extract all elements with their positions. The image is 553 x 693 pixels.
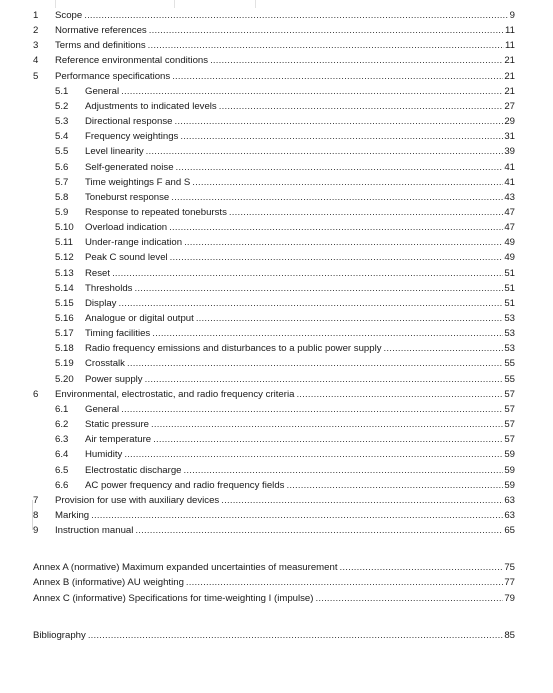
dot-leader <box>153 432 503 447</box>
dot-leader <box>339 560 503 575</box>
dot-leader <box>176 160 504 175</box>
dot-leader <box>152 326 503 341</box>
toc-entry <box>85 235 515 250</box>
entry-title: Time weightings F and S <box>85 176 191 188</box>
entry-title: Provision for use with auxiliary devices <box>55 494 220 506</box>
page-number: 21 <box>504 55 515 67</box>
dot-leader <box>84 8 508 23</box>
page-number: 57 <box>504 434 515 446</box>
toc-entry <box>85 266 515 281</box>
toc-subsection-row[interactable] <box>0 402 553 417</box>
section-number: 5.16 <box>55 313 74 324</box>
toc-section-row[interactable] <box>0 69 553 84</box>
toc-subsection-row[interactable] <box>0 129 553 144</box>
toc-entry <box>85 205 515 220</box>
section-number: 6.3 <box>55 434 69 446</box>
page-number: 53 <box>504 328 515 340</box>
dot-leader <box>286 478 503 493</box>
entry-title: Terms and definitions <box>55 40 146 52</box>
toc-entry <box>55 523 515 538</box>
page-number: 11 <box>505 40 515 52</box>
dot-leader <box>174 114 503 129</box>
entry-title: Electrostatic discharge <box>85 464 182 476</box>
toc-subsection-row[interactable] <box>0 144 553 159</box>
entry-title: Annex B (informative) AU weighting <box>33 577 184 589</box>
entry-title: Instruction manual <box>55 525 134 537</box>
page-number: 51 <box>504 267 515 279</box>
entry-title: Adjustments to indicated levels <box>85 100 217 112</box>
toc-entry <box>85 281 515 296</box>
section-number: 5.3 <box>55 116 69 128</box>
page-number: 31 <box>504 131 515 143</box>
dot-leader <box>171 190 503 205</box>
entry-title: AC power frequency and radio frequency fields <box>85 479 285 491</box>
page-number: 59 <box>504 449 515 461</box>
toc-section-row[interactable] <box>0 493 553 508</box>
dot-leader <box>315 591 503 606</box>
toc-entry <box>85 99 515 114</box>
page-number: 79 <box>504 592 515 604</box>
section-number: 6.2 <box>55 419 69 431</box>
dot-leader <box>184 463 504 478</box>
section-number: 5.20 <box>55 373 74 385</box>
toc-subsection-row[interactable] <box>0 417 553 432</box>
toc-subsection-row[interactable] <box>0 266 553 281</box>
toc-entry <box>85 432 515 447</box>
section-number: 6.1 <box>55 403 69 415</box>
toc-entry <box>33 575 515 590</box>
toc-entry <box>55 38 515 53</box>
toc-entry <box>33 591 515 606</box>
dot-leader <box>134 281 503 296</box>
toc-entry <box>85 190 515 205</box>
page-number: 11 <box>505 25 515 37</box>
toc-entry <box>55 508 515 523</box>
toc-section-row[interactable] <box>0 38 553 53</box>
dot-leader <box>124 447 503 462</box>
toc-subsection-row[interactable] <box>0 84 553 99</box>
page-number: 51 <box>504 297 515 309</box>
page-number: 57 <box>504 388 515 400</box>
top-edge-segment <box>0 0 56 8</box>
toc-subsection-row[interactable] <box>0 205 553 220</box>
dot-leader <box>121 84 503 99</box>
toc-entry <box>85 129 515 144</box>
toc-entry <box>55 387 515 402</box>
section-number: 3 <box>33 40 39 52</box>
dot-leader <box>210 53 503 68</box>
section-number: 5.10 <box>55 222 74 234</box>
page-number: 49 <box>504 237 515 249</box>
toc-bibliography-row[interactable] <box>0 628 553 643</box>
dot-leader <box>146 144 504 159</box>
toc-section-row[interactable] <box>0 8 553 23</box>
page-number: 21 <box>504 70 515 82</box>
toc-entry <box>85 372 515 387</box>
page-number: 27 <box>504 100 515 112</box>
dot-leader <box>192 175 503 190</box>
page-number: 63 <box>504 494 515 506</box>
top-edge-rule <box>0 0 553 8</box>
toc-entry <box>85 463 515 478</box>
toc-section-row[interactable] <box>0 508 553 523</box>
page-number: 85 <box>504 629 515 641</box>
toc-subsection-row[interactable] <box>0 281 553 296</box>
toc-subsection-row[interactable] <box>0 250 553 265</box>
entry-title: Peak C sound level <box>85 252 168 264</box>
toc-entry <box>85 341 515 356</box>
section-number: 5 <box>33 70 39 82</box>
entry-title: Marking <box>55 509 90 521</box>
page-number: 57 <box>504 403 515 415</box>
toc-entry <box>85 447 515 462</box>
page-number: 9 <box>509 10 515 21</box>
toc-section-row[interactable] <box>0 53 553 68</box>
toc-subsection-row[interactable] <box>0 478 553 493</box>
section-number: 5.8 <box>55 191 69 203</box>
dot-leader <box>229 205 503 220</box>
dot-leader <box>112 266 503 281</box>
entry-title: Reset <box>85 267 111 279</box>
entry-title: Bibliography <box>33 629 86 641</box>
toc-subsection-row[interactable] <box>0 447 553 462</box>
dot-leader <box>127 356 503 371</box>
entry-title: Response to repeated tonebursts <box>85 206 227 218</box>
toc-section-row[interactable] <box>0 23 553 38</box>
entry-title: Power supply <box>85 373 143 385</box>
toc-entry <box>85 114 515 129</box>
toc-subsection-row[interactable] <box>0 114 553 129</box>
toc-annex-row[interactable] <box>0 560 553 575</box>
toc-subsection-row[interactable] <box>0 220 553 235</box>
dot-leader <box>221 493 503 508</box>
page-number: 65 <box>504 525 515 537</box>
toc-subsection-row[interactable] <box>0 175 553 190</box>
section-number: 5.5 <box>55 146 69 158</box>
page-number: 55 <box>504 373 515 385</box>
entry-title: Self-generated noise <box>85 161 174 173</box>
page-number: 51 <box>504 282 515 294</box>
entry-title: Annex C (informative) Specifications for time-weighting I (impulse) <box>33 592 314 604</box>
section-number: 5.9 <box>55 206 69 218</box>
entry-title: Air temperature <box>85 434 152 446</box>
page-number: 29 <box>504 116 515 128</box>
toc-subsection-row[interactable] <box>0 190 553 205</box>
entry-title: Timing facilities <box>85 328 151 340</box>
toc-section-row[interactable] <box>0 523 553 538</box>
entry-title: Humidity <box>85 449 123 461</box>
entry-title: Crosstalk <box>85 358 125 370</box>
toc-entry <box>55 53 515 68</box>
page-number: 53 <box>504 313 515 324</box>
toc-annex-row[interactable] <box>0 591 553 606</box>
dot-leader <box>135 523 503 538</box>
section-number: 6.6 <box>55 479 69 491</box>
toc-entry <box>85 175 515 190</box>
entry-title: Level linearity <box>85 146 144 158</box>
page-number: 39 <box>504 146 515 158</box>
toc-entry <box>85 478 515 493</box>
top-edge-segment <box>56 0 175 8</box>
entry-title: Under-range indication <box>85 237 183 249</box>
toc-subsection-row[interactable] <box>0 99 553 114</box>
section-number: 5.17 <box>55 328 74 340</box>
dot-leader <box>145 372 504 387</box>
entry-title: General <box>85 403 120 415</box>
entry-title: Toneburst response <box>85 191 170 203</box>
toc-subsection-row[interactable] <box>0 311 553 326</box>
page-number: 21 <box>504 85 515 97</box>
dot-leader <box>219 99 504 114</box>
section-number: 5.13 <box>55 267 74 279</box>
dot-leader <box>384 341 504 356</box>
section-number: 4 <box>33 55 39 67</box>
toc-entry <box>33 628 515 643</box>
page-number: 57 <box>504 419 515 431</box>
toc-entry <box>55 23 515 38</box>
toc-entry <box>85 296 515 311</box>
section-number: 5.6 <box>55 161 69 173</box>
dot-leader <box>186 575 503 590</box>
entry-title: Directional response <box>85 116 173 128</box>
dot-leader <box>121 402 503 417</box>
page-number: 75 <box>504 562 515 574</box>
entry-title: Thresholds <box>85 282 133 294</box>
section-number: 6.4 <box>55 449 69 461</box>
dot-leader <box>91 508 503 523</box>
toc-entry <box>85 402 515 417</box>
entry-title: Reference environmental conditions <box>55 55 209 67</box>
section-number: 2 <box>33 25 39 37</box>
section-number: 5.14 <box>55 282 74 294</box>
entry-title: Scope <box>55 10 83 21</box>
page-number: 41 <box>504 176 515 188</box>
dot-leader <box>180 129 503 144</box>
entry-title: Annex A (normative) Maximum expanded uncertainties of measurement <box>33 562 338 574</box>
entry-title: Frequency weightings <box>85 131 179 143</box>
section-number: 5.2 <box>55 100 69 112</box>
page-number: 59 <box>504 479 515 491</box>
toc-annex-row[interactable] <box>0 575 553 590</box>
page-number: 77 <box>504 577 515 589</box>
section-number: 5.18 <box>55 343 74 355</box>
toc-entry <box>85 311 515 326</box>
dot-leader <box>172 69 503 84</box>
entry-title: Static pressure <box>85 419 149 431</box>
section-number: 5.7 <box>55 176 69 188</box>
toc-subsection-row[interactable] <box>0 463 553 478</box>
toc-subsection-row[interactable] <box>0 356 553 371</box>
page-number: 55 <box>504 358 515 370</box>
section-number: 5.12 <box>55 252 74 264</box>
dot-leader <box>149 23 504 38</box>
page-number: 63 <box>504 509 515 521</box>
toc-subsection-row[interactable] <box>0 296 553 311</box>
entry-title: Overload indication <box>85 222 168 234</box>
dot-leader <box>169 220 503 235</box>
toc-entry <box>85 250 515 265</box>
section-number: 5.11 <box>55 237 73 249</box>
dot-leader <box>151 417 503 432</box>
entry-title: Normative references <box>55 25 147 37</box>
toc-entry <box>85 417 515 432</box>
dot-leader <box>118 296 503 311</box>
toc-subsection-row[interactable] <box>0 160 553 175</box>
section-number: 7 <box>33 494 39 506</box>
section-number: 6 <box>33 388 39 400</box>
page-number: 41 <box>504 161 515 173</box>
page-number: 43 <box>504 191 515 203</box>
toc-entry <box>55 8 515 23</box>
dot-leader <box>148 38 504 53</box>
toc-subsection-row[interactable] <box>0 432 553 447</box>
section-number: 5.19 <box>55 358 74 370</box>
entry-title: Radio frequency emissions and disturbances to a public power supply <box>85 343 382 355</box>
page-number: 47 <box>504 222 515 234</box>
toc-entry <box>85 220 515 235</box>
toc-subsection-row[interactable] <box>0 326 553 341</box>
section-number: 8 <box>33 509 39 521</box>
page-number: 59 <box>504 464 515 476</box>
page-number: 53 <box>504 343 515 355</box>
page-number: 47 <box>504 206 515 218</box>
entry-title: Analogue or digital output <box>85 313 194 324</box>
entry-title: Display <box>85 297 117 309</box>
toc-entry <box>85 144 515 159</box>
entry-title: Performance specifications <box>55 70 171 82</box>
dot-leader <box>170 250 504 265</box>
dot-leader <box>196 311 504 326</box>
section-number: 5.1 <box>55 85 69 97</box>
section-number: 9 <box>33 525 39 537</box>
section-number: 1 <box>33 10 39 21</box>
section-number: 5.15 <box>55 297 74 309</box>
section-number: 6.5 <box>55 464 69 476</box>
page-number: 49 <box>504 252 515 264</box>
toc-entry <box>33 560 515 575</box>
toc-subsection-row[interactable] <box>0 372 553 387</box>
toc-entry <box>85 84 515 99</box>
toc-subsection-row[interactable] <box>0 235 553 250</box>
entry-title: Environmental, electrostatic, and radio frequency criteria <box>55 388 295 400</box>
toc-entry <box>55 69 515 84</box>
dot-leader <box>88 628 504 643</box>
top-edge-segment <box>175 0 256 8</box>
dot-leader <box>296 387 503 402</box>
toc-section-row[interactable] <box>0 387 553 402</box>
dot-leader <box>184 235 503 250</box>
section-number: 5.4 <box>55 131 69 143</box>
toc-subsection-row[interactable] <box>0 341 553 356</box>
entry-title: General <box>85 85 120 97</box>
toc-entry <box>85 160 515 175</box>
toc-entry <box>85 326 515 341</box>
toc-entry <box>85 356 515 371</box>
toc-entry <box>55 493 515 508</box>
